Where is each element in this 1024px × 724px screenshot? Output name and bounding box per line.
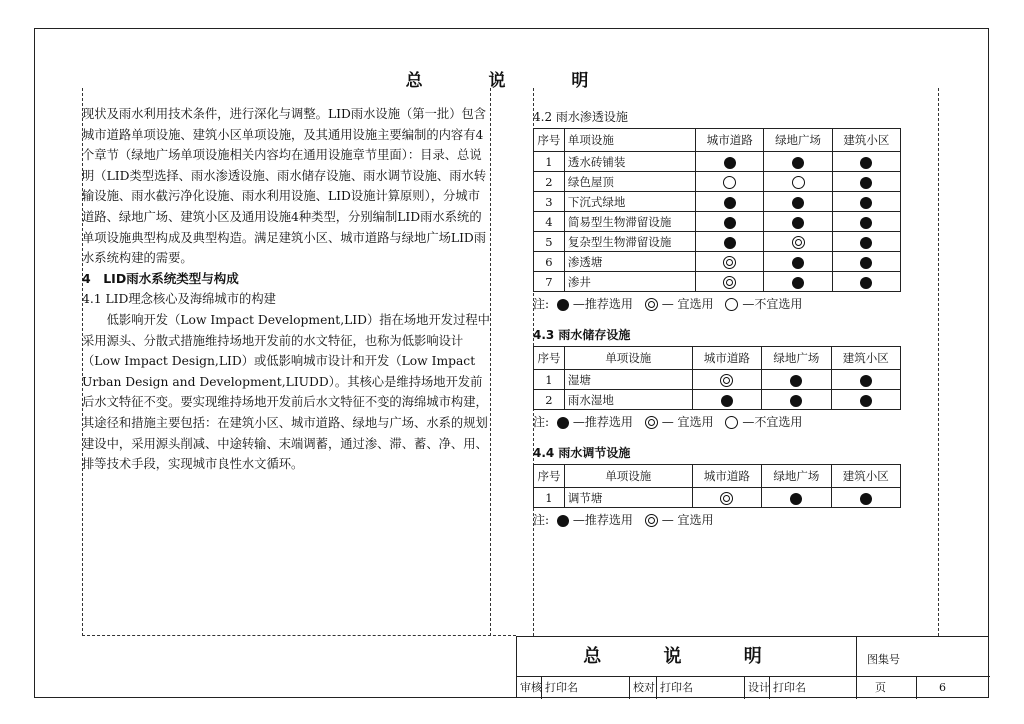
column-header: 单项设施 — [564, 465, 692, 488]
note-label: 注: — [533, 415, 550, 429]
suitability-cell — [832, 232, 900, 252]
recommended-dot-icon — [792, 257, 804, 269]
recommended-dot-icon — [860, 277, 872, 289]
table-header-row — [534, 465, 901, 488]
table-row — [534, 172, 901, 192]
legend-note — [533, 292, 903, 316]
column-header: 绿地广场 — [762, 465, 831, 488]
recommended-icon — [557, 417, 569, 429]
recommended-dot-icon — [790, 493, 802, 505]
suitability-cell — [764, 232, 832, 252]
column-header: 序号 — [534, 347, 565, 370]
row-number: 4 — [534, 212, 565, 232]
legend-suitable: — 宜选用 — [661, 297, 714, 311]
recommended-dot-icon — [860, 395, 872, 407]
lid-paragraph: 低影响开发（Low Impact Development,LID）指在场地开发过程中采用源头、分散式措施维持场地开发前的水文特征，也称为低影响设计（Low Impact Design,LID）或低影响城市设计和开发（Low Impact Urban Design and Development,LIUDD）。其核心是维持场地开发前后水文特征不变。要实现维持场地开发前后水文特征不变的海绵城市构建，其途径和措施主要包括：在建筑小区、城市道路、绿地与广场、水系的规划建设中，采用源头削减、中途转输、末端调蓄，通过渗、滞、蓄、净、用、排等技术手段，实现城市良性水文循环。 — [82, 312, 490, 472]
recommended-dot-icon — [792, 197, 804, 209]
suitability-cell — [692, 390, 761, 410]
recommended-icon — [557, 299, 569, 311]
page-title: 总 说 明 — [405, 71, 619, 91]
column-header: 绿地广场 — [764, 129, 832, 152]
row-number: 7 — [534, 272, 565, 292]
facility-name: 湿塘 — [564, 370, 692, 390]
recommended-dot-icon — [860, 157, 872, 169]
right-column — [533, 106, 903, 540]
suitability-cell — [696, 272, 764, 292]
infiltration-table — [533, 128, 901, 292]
note-label: 注: — [533, 297, 550, 311]
suitable-icon — [645, 514, 658, 527]
dashed-border-right — [938, 88, 939, 636]
suitable-double-ring-icon — [723, 276, 736, 289]
column-header: 城市道路 — [692, 465, 761, 488]
review-label: 审核 — [517, 677, 542, 699]
suitability-cell — [762, 370, 831, 390]
facility-name: 下沉式绿地 — [564, 192, 695, 212]
check-signature: 打印名 — [657, 677, 745, 699]
recommended-dot-icon — [860, 197, 872, 209]
suitability-cell — [696, 152, 764, 172]
column-header: 序号 — [534, 465, 565, 488]
row-number: 1 — [534, 152, 565, 172]
legend-recommended: —推荐选用 — [572, 415, 633, 429]
facility-name: 渗井 — [564, 272, 695, 292]
table-row — [534, 272, 901, 292]
legend-note — [533, 410, 903, 434]
legend-suitable: — 宜选用 — [661, 415, 714, 429]
page-label: 页 — [857, 677, 917, 699]
legend-recommended: —推荐选用 — [572, 513, 633, 527]
recommended-icon — [557, 515, 569, 527]
suitability-cell — [831, 488, 900, 508]
row-number: 2 — [534, 390, 565, 410]
suitability-cell — [832, 172, 900, 192]
legend-note — [533, 508, 903, 532]
facility-name: 复杂型生物滞留设施 — [564, 232, 695, 252]
check-label: 校对 — [630, 677, 657, 699]
suitable-double-ring-icon — [720, 492, 733, 505]
suitability-cell — [696, 172, 764, 192]
legend-unsuitable: —不宜选用 — [742, 415, 803, 429]
recommended-dot-icon — [792, 217, 804, 229]
recommended-dot-icon — [724, 237, 736, 249]
recommended-dot-icon — [860, 177, 872, 189]
intro-paragraph: 现状及雨水利用技术条件，进行深化与调整。LID雨水设施（第一批）包含城市道路单项设施、建筑小区单项设施，及其通用设施主要编制的内容有4个章节（绿地广场单项设施相关内容均在通用设施章节里面）：目录、总说明（LID类型选择、雨水渗透设施、雨水储存设施、雨水调节设施、雨水转输设施、雨水截污净化设施、雨水利用设施、LID设施计算原则），分城市道路、绿地广场、建筑小区及通用设施4种类型，分别编制LID雨水系统的单项设施典型构成及典型构造。满足建筑小区、城市道路与绿地广场LID雨水系统构建的需要。 — [82, 107, 487, 266]
suitable-double-ring-icon — [723, 256, 736, 269]
suitability-cell — [764, 172, 832, 192]
section-4-1-heading: 4.1 LID理念核心及海绵城市的构建 — [82, 292, 276, 307]
dashed-border-bottom — [82, 635, 516, 636]
page-number: 6 — [939, 681, 946, 694]
column-header: 建筑小区 — [831, 465, 900, 488]
facility-name: 简易型生物滞留设施 — [564, 212, 695, 232]
table-row — [534, 390, 901, 410]
suitability-cell — [692, 488, 761, 508]
recommended-dot-icon — [860, 217, 872, 229]
unsuitable-icon — [725, 298, 738, 311]
suitability-cell — [764, 152, 832, 172]
section-4-heading: 4 LID雨水系统类型与构成 — [82, 270, 239, 286]
storage-table — [533, 346, 901, 410]
recommended-dot-icon — [860, 237, 872, 249]
design-signature: 打印名 — [770, 677, 857, 699]
suitability-cell — [764, 192, 832, 212]
section-4-4-heading: 4.4 雨水调节设施 — [533, 446, 631, 460]
suitable-double-ring-icon — [720, 374, 733, 387]
suitability-cell — [832, 272, 900, 292]
suitability-cell — [762, 488, 831, 508]
suitability-cell — [764, 252, 832, 272]
row-number: 1 — [534, 488, 565, 508]
recommended-dot-icon — [721, 395, 733, 407]
recommended-dot-icon — [860, 493, 872, 505]
suitability-cell — [832, 252, 900, 272]
suitability-cell — [762, 390, 831, 410]
suitability-cell — [764, 272, 832, 292]
table-row — [534, 152, 901, 172]
suitability-cell — [832, 152, 900, 172]
column-header: 城市道路 — [696, 129, 764, 152]
suitability-cell — [696, 192, 764, 212]
row-number: 1 — [534, 370, 565, 390]
legend-suitable: — 宜选用 — [661, 513, 714, 527]
facility-name: 雨水湿地 — [564, 390, 692, 410]
table-row — [534, 212, 901, 232]
regulation-table — [533, 464, 901, 508]
suitability-cell — [696, 212, 764, 232]
facility-name: 渗透塘 — [564, 252, 695, 272]
recommended-dot-icon — [724, 197, 736, 209]
column-header: 绿地广场 — [762, 347, 831, 370]
atlas-number-label: 图集号 — [857, 637, 990, 677]
column-header: 建筑小区 — [832, 129, 900, 152]
table-header-row — [534, 347, 901, 370]
suitable-icon — [645, 298, 658, 311]
unsuitable-ring-icon — [723, 176, 736, 189]
table-row — [534, 370, 901, 390]
recommended-dot-icon — [790, 375, 802, 387]
column-header: 单项设施 — [564, 129, 695, 152]
suitability-cell — [831, 370, 900, 390]
column-header: 建筑小区 — [831, 347, 900, 370]
suitability-cell — [764, 212, 832, 232]
table-row — [534, 252, 901, 272]
recommended-dot-icon — [724, 217, 736, 229]
row-number: 3 — [534, 192, 565, 212]
row-number: 6 — [534, 252, 565, 272]
row-number: 5 — [534, 232, 565, 252]
suitability-cell — [696, 252, 764, 272]
suitability-cell — [696, 232, 764, 252]
recommended-dot-icon — [790, 395, 802, 407]
row-number: 2 — [534, 172, 565, 192]
suitable-double-ring-icon — [792, 236, 805, 249]
suitability-cell — [832, 212, 900, 232]
title-block — [516, 636, 989, 698]
facility-name: 绿色屋顶 — [564, 172, 695, 192]
review-signature: 打印名 — [542, 677, 630, 699]
title-block-title: 总 说 明 — [517, 637, 857, 677]
column-header: 城市道路 — [692, 347, 761, 370]
table-row — [534, 488, 901, 508]
section-4-2-heading: 4.2 雨水渗透设施 — [533, 110, 628, 124]
facility-name: 调节塘 — [564, 488, 692, 508]
table-row — [534, 232, 901, 252]
legend-unsuitable: —不宜选用 — [742, 297, 803, 311]
recommended-dot-icon — [724, 157, 736, 169]
column-header: 单项设施 — [564, 347, 692, 370]
unsuitable-ring-icon — [792, 176, 805, 189]
suitability-cell — [831, 390, 900, 410]
facility-name: 透水砖铺装 — [564, 152, 695, 172]
suitable-icon — [645, 416, 658, 429]
recommended-dot-icon — [792, 157, 804, 169]
legend-recommended: —推荐选用 — [572, 297, 633, 311]
recommended-dot-icon — [792, 277, 804, 289]
suitability-cell — [692, 370, 761, 390]
section-4-3-heading: 4.3 雨水储存设施 — [533, 328, 631, 342]
note-label: 注: — [533, 513, 550, 527]
column-header: 序号 — [534, 129, 565, 152]
table-row — [534, 192, 901, 212]
signature-row — [517, 677, 990, 699]
table-header-row — [534, 129, 901, 152]
left-column — [82, 104, 492, 475]
recommended-dot-icon — [860, 375, 872, 387]
unsuitable-icon — [725, 416, 738, 429]
design-label: 设计 — [745, 677, 770, 699]
suitability-cell — [832, 192, 900, 212]
recommended-dot-icon — [860, 257, 872, 269]
